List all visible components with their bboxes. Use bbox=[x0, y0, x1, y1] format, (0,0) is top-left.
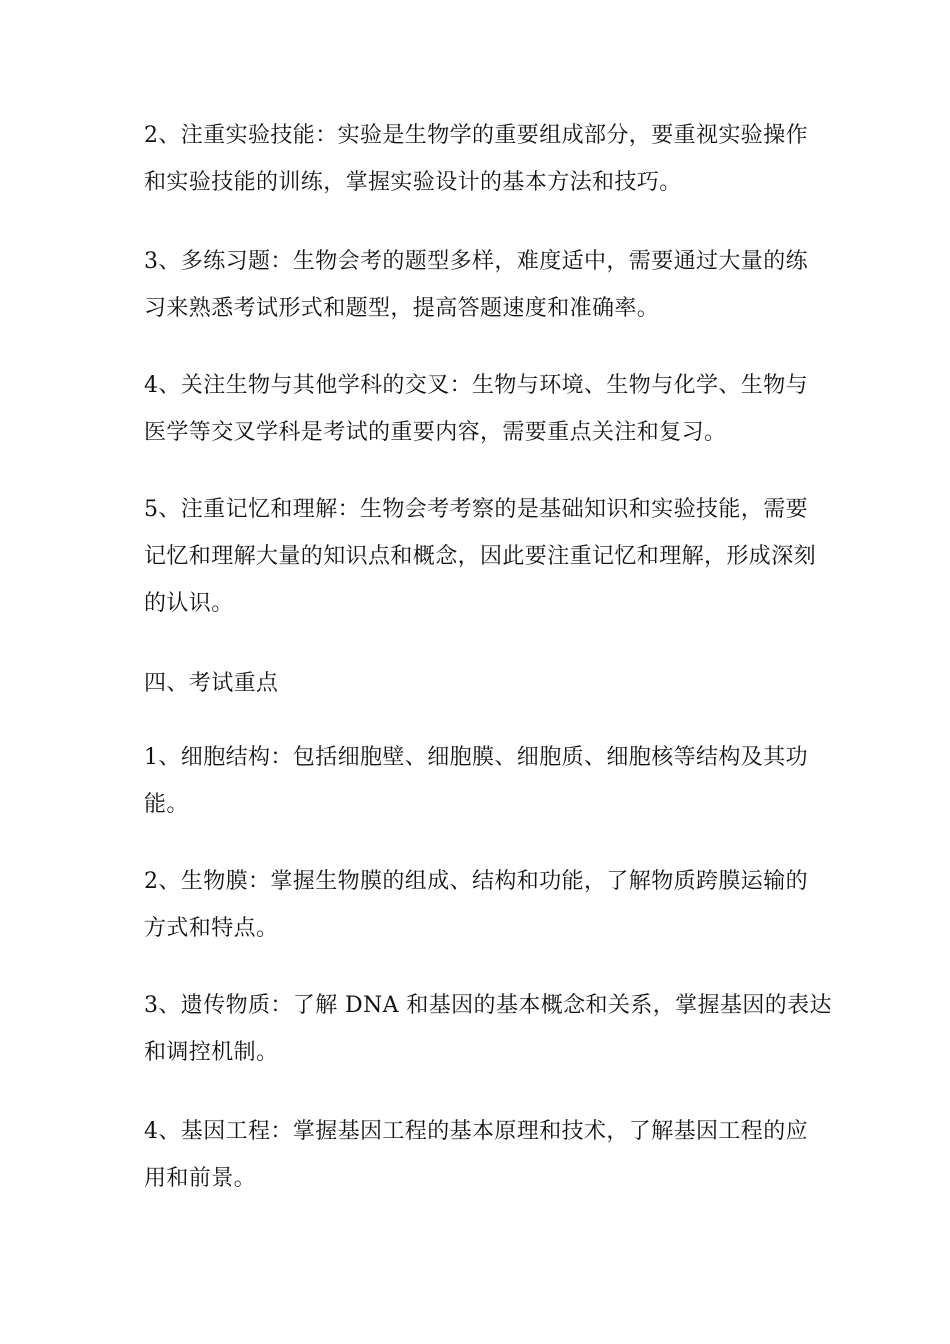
text-line: 的认识。 bbox=[144, 591, 234, 616]
section-heading-exam-focus bbox=[144, 660, 824, 707]
paragraph-interdisciplinary bbox=[144, 362, 824, 456]
text-line: 方式和特点。 bbox=[144, 916, 279, 941]
paragraph-genetic-engineering bbox=[144, 1108, 824, 1202]
text-line: 5、注重记忆和理解：生物会考考察的是基础知识和实验技能，需要 bbox=[144, 497, 808, 522]
text-line: 3、多练习题：生物会考的题型多样，难度适中，需要通过大量的练 bbox=[144, 249, 808, 274]
text-line: 能。 bbox=[144, 792, 189, 817]
paragraph-experiment-skills bbox=[144, 112, 824, 206]
paragraph-memory-understanding bbox=[144, 486, 824, 627]
text-line: 4、基因工程：掌握基因工程的基本原理和技术，了解基因工程的应 bbox=[144, 1119, 808, 1144]
text-line: 和实验技能的训练，掌握实验设计的基本方法和技巧。 bbox=[144, 170, 682, 195]
paragraph-practice-exercises bbox=[144, 238, 824, 332]
text-line: 医学等交叉学科是考试的重要内容，需要重点关注和复习。 bbox=[144, 420, 727, 445]
text-line: 习来熟悉考试形式和题型，提高答题速度和准确率。 bbox=[144, 296, 660, 321]
text-line: 记忆和理解大量的知识点和概念，因此要注重记忆和理解，形成深刻 bbox=[144, 544, 817, 569]
paragraph-genetic-material bbox=[144, 982, 832, 1076]
text-line: 4、关注生物与其他学科的交叉：生物与环境、生物与化学、生物与 bbox=[144, 373, 808, 398]
heading-line: 四、考试重点 bbox=[144, 671, 279, 696]
text-line: 用和前景。 bbox=[144, 1166, 257, 1191]
paragraph-cell-structure bbox=[144, 734, 824, 828]
text-line: 1、细胞结构：包括细胞壁、细胞膜、细胞质、细胞核等结构及其功 bbox=[144, 745, 808, 770]
paragraph-biomembrane bbox=[144, 858, 824, 952]
text-line: 2、注重实验技能：实验是生物学的重要组成部分，要重视实验操作 bbox=[144, 123, 808, 148]
text-line: 和调控机制。 bbox=[144, 1040, 279, 1065]
text-line: 3、遗传物质：了解 DNA 和基因的基本概念和关系，掌握基因的表达 bbox=[144, 993, 832, 1018]
text-line: 2、生物膜：掌握生物膜的组成、结构和功能，了解物质跨膜运输的 bbox=[144, 869, 808, 894]
